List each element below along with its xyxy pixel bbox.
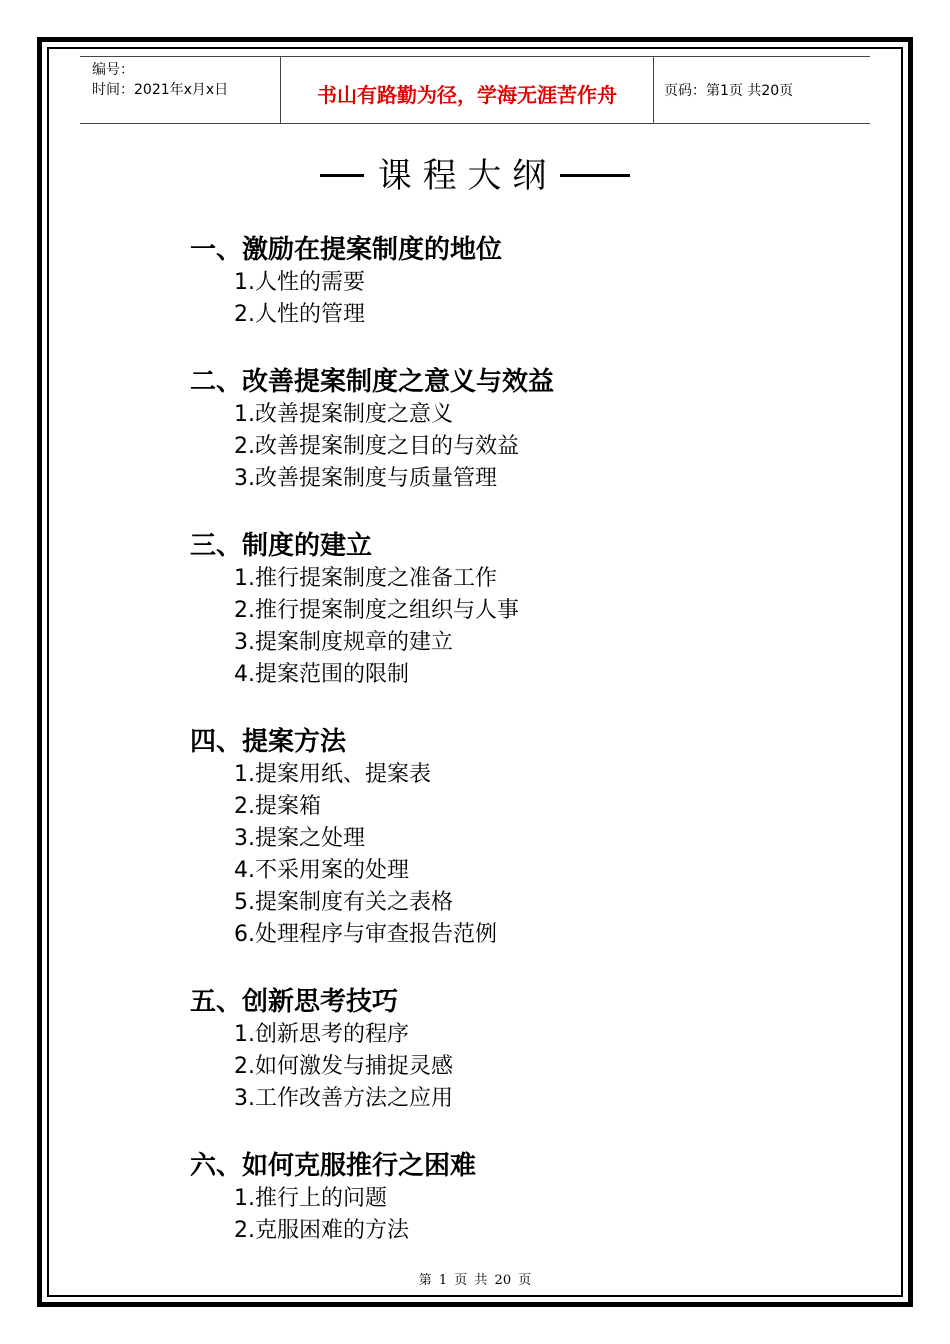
item-number: 3.: [234, 1086, 255, 1111]
motto: 书山有路勤为径，学海无涯苦作舟: [317, 83, 617, 107]
item-text: 推行提案制度之准备工作: [255, 566, 498, 591]
section-items: [190, 759, 870, 951]
section-items: [190, 563, 870, 691]
outline-item: [234, 627, 870, 659]
item-number: 1.: [234, 1022, 255, 1047]
item-text: 人性的管理: [255, 302, 366, 327]
item-number: 3.: [234, 466, 255, 491]
outline-item: [234, 1215, 870, 1247]
item-text: 改善提案制度之目的与效益: [255, 434, 520, 459]
item-text: 推行提案制度之组织与人事: [255, 598, 520, 623]
item-text: 克服困难的方法: [255, 1218, 410, 1243]
outline-item: [234, 659, 870, 691]
outline-item: [234, 267, 870, 299]
item-number: 3.: [234, 826, 255, 851]
outline-section: [190, 985, 870, 1115]
item-text: 改善提案制度之意义: [255, 402, 454, 427]
header-page-info: 页码：第1页 共20页: [664, 83, 794, 99]
item-text: 提案之处理: [255, 826, 366, 851]
item-text: 如何激发与捕捉灵感: [255, 1054, 454, 1079]
outline-item: [234, 855, 870, 887]
item-text: 创新思考的程序: [255, 1022, 410, 1047]
outline-item: [234, 1019, 870, 1051]
item-number: 2.: [234, 794, 255, 819]
item-number: 2.: [234, 434, 255, 459]
item-number: 4.: [234, 662, 255, 687]
outline-section: [190, 725, 870, 951]
item-text: 工作改善方法之应用: [255, 1086, 454, 1111]
item-number: 4.: [234, 858, 255, 883]
item-number: 1.: [234, 566, 255, 591]
outline-item: [234, 563, 870, 595]
item-number: 1.: [234, 402, 255, 427]
item-number: 2.: [234, 598, 255, 623]
item-text: 不采用案的处理: [255, 858, 410, 883]
outline-item: [234, 431, 870, 463]
header-meta: [80, 57, 280, 123]
outline-item: [234, 823, 870, 855]
outline-item: [234, 887, 870, 919]
item-text: 处理程序与审查报告范例: [255, 922, 498, 947]
outline-item: [234, 1051, 870, 1083]
section-items: [190, 1019, 870, 1115]
item-number: 1.: [234, 1186, 255, 1211]
outline-section: [190, 529, 870, 691]
outline-section: [190, 365, 870, 495]
item-text: 提案范围的限制: [255, 662, 410, 687]
item-number: 2.: [234, 1218, 255, 1243]
section-heading: 五、创新思考技巧: [190, 987, 399, 1017]
item-text: 改善提案制度与质量管理: [255, 466, 498, 491]
section-heading: 三、制度的建立: [190, 531, 373, 561]
course-outline: [190, 233, 870, 1281]
section-heading: 六、如何克服推行之困难: [190, 1151, 477, 1181]
outline-item: [234, 791, 870, 823]
outline-item: [234, 463, 870, 495]
page-footer: 第 1 页 共 20 页: [418, 1273, 532, 1288]
item-number: 2.: [234, 302, 255, 327]
outline-item: [234, 399, 870, 431]
outline-section: [190, 1149, 870, 1247]
section-heading: 四、提案方法: [190, 727, 347, 757]
item-number: 3.: [234, 630, 255, 655]
document-header: [80, 56, 870, 124]
item-text: 人性的需要: [255, 270, 366, 295]
number-label: 编号：: [92, 62, 134, 78]
outline-item: [234, 919, 870, 951]
section-items: [190, 267, 870, 331]
item-text: 提案箱: [255, 794, 322, 819]
item-number: 1.: [234, 270, 255, 295]
item-text: 提案制度有关之表格: [255, 890, 454, 915]
section-items: [190, 1183, 870, 1247]
outline-item: [234, 1083, 870, 1115]
section-items: [190, 399, 870, 495]
item-text: 提案制度规章的建立: [255, 630, 454, 655]
section-heading: 一、激励在提案制度的地位: [190, 235, 503, 265]
header-motto-cell: [280, 57, 654, 123]
course-title: 课 程 大 纲: [377, 156, 547, 196]
course-title-row: [0, 148, 950, 197]
outline-item: [234, 1183, 870, 1215]
date-label: 时间：2021年x月x日: [92, 82, 229, 98]
item-number: 6.: [234, 922, 255, 947]
title-dash-right: [560, 174, 630, 177]
outline-item: [234, 299, 870, 331]
outline-item: [234, 759, 870, 791]
title-dash-left: [320, 174, 364, 177]
item-number: 2.: [234, 1054, 255, 1079]
item-text: 提案用纸、提案表: [255, 762, 432, 787]
outline-section: [190, 233, 870, 331]
outline-item: [234, 595, 870, 627]
section-heading: 二、改善提案制度之意义与效益: [190, 367, 555, 397]
item-text: 推行上的问题: [255, 1186, 388, 1211]
item-number: 1.: [234, 762, 255, 787]
item-number: 5.: [234, 890, 255, 915]
